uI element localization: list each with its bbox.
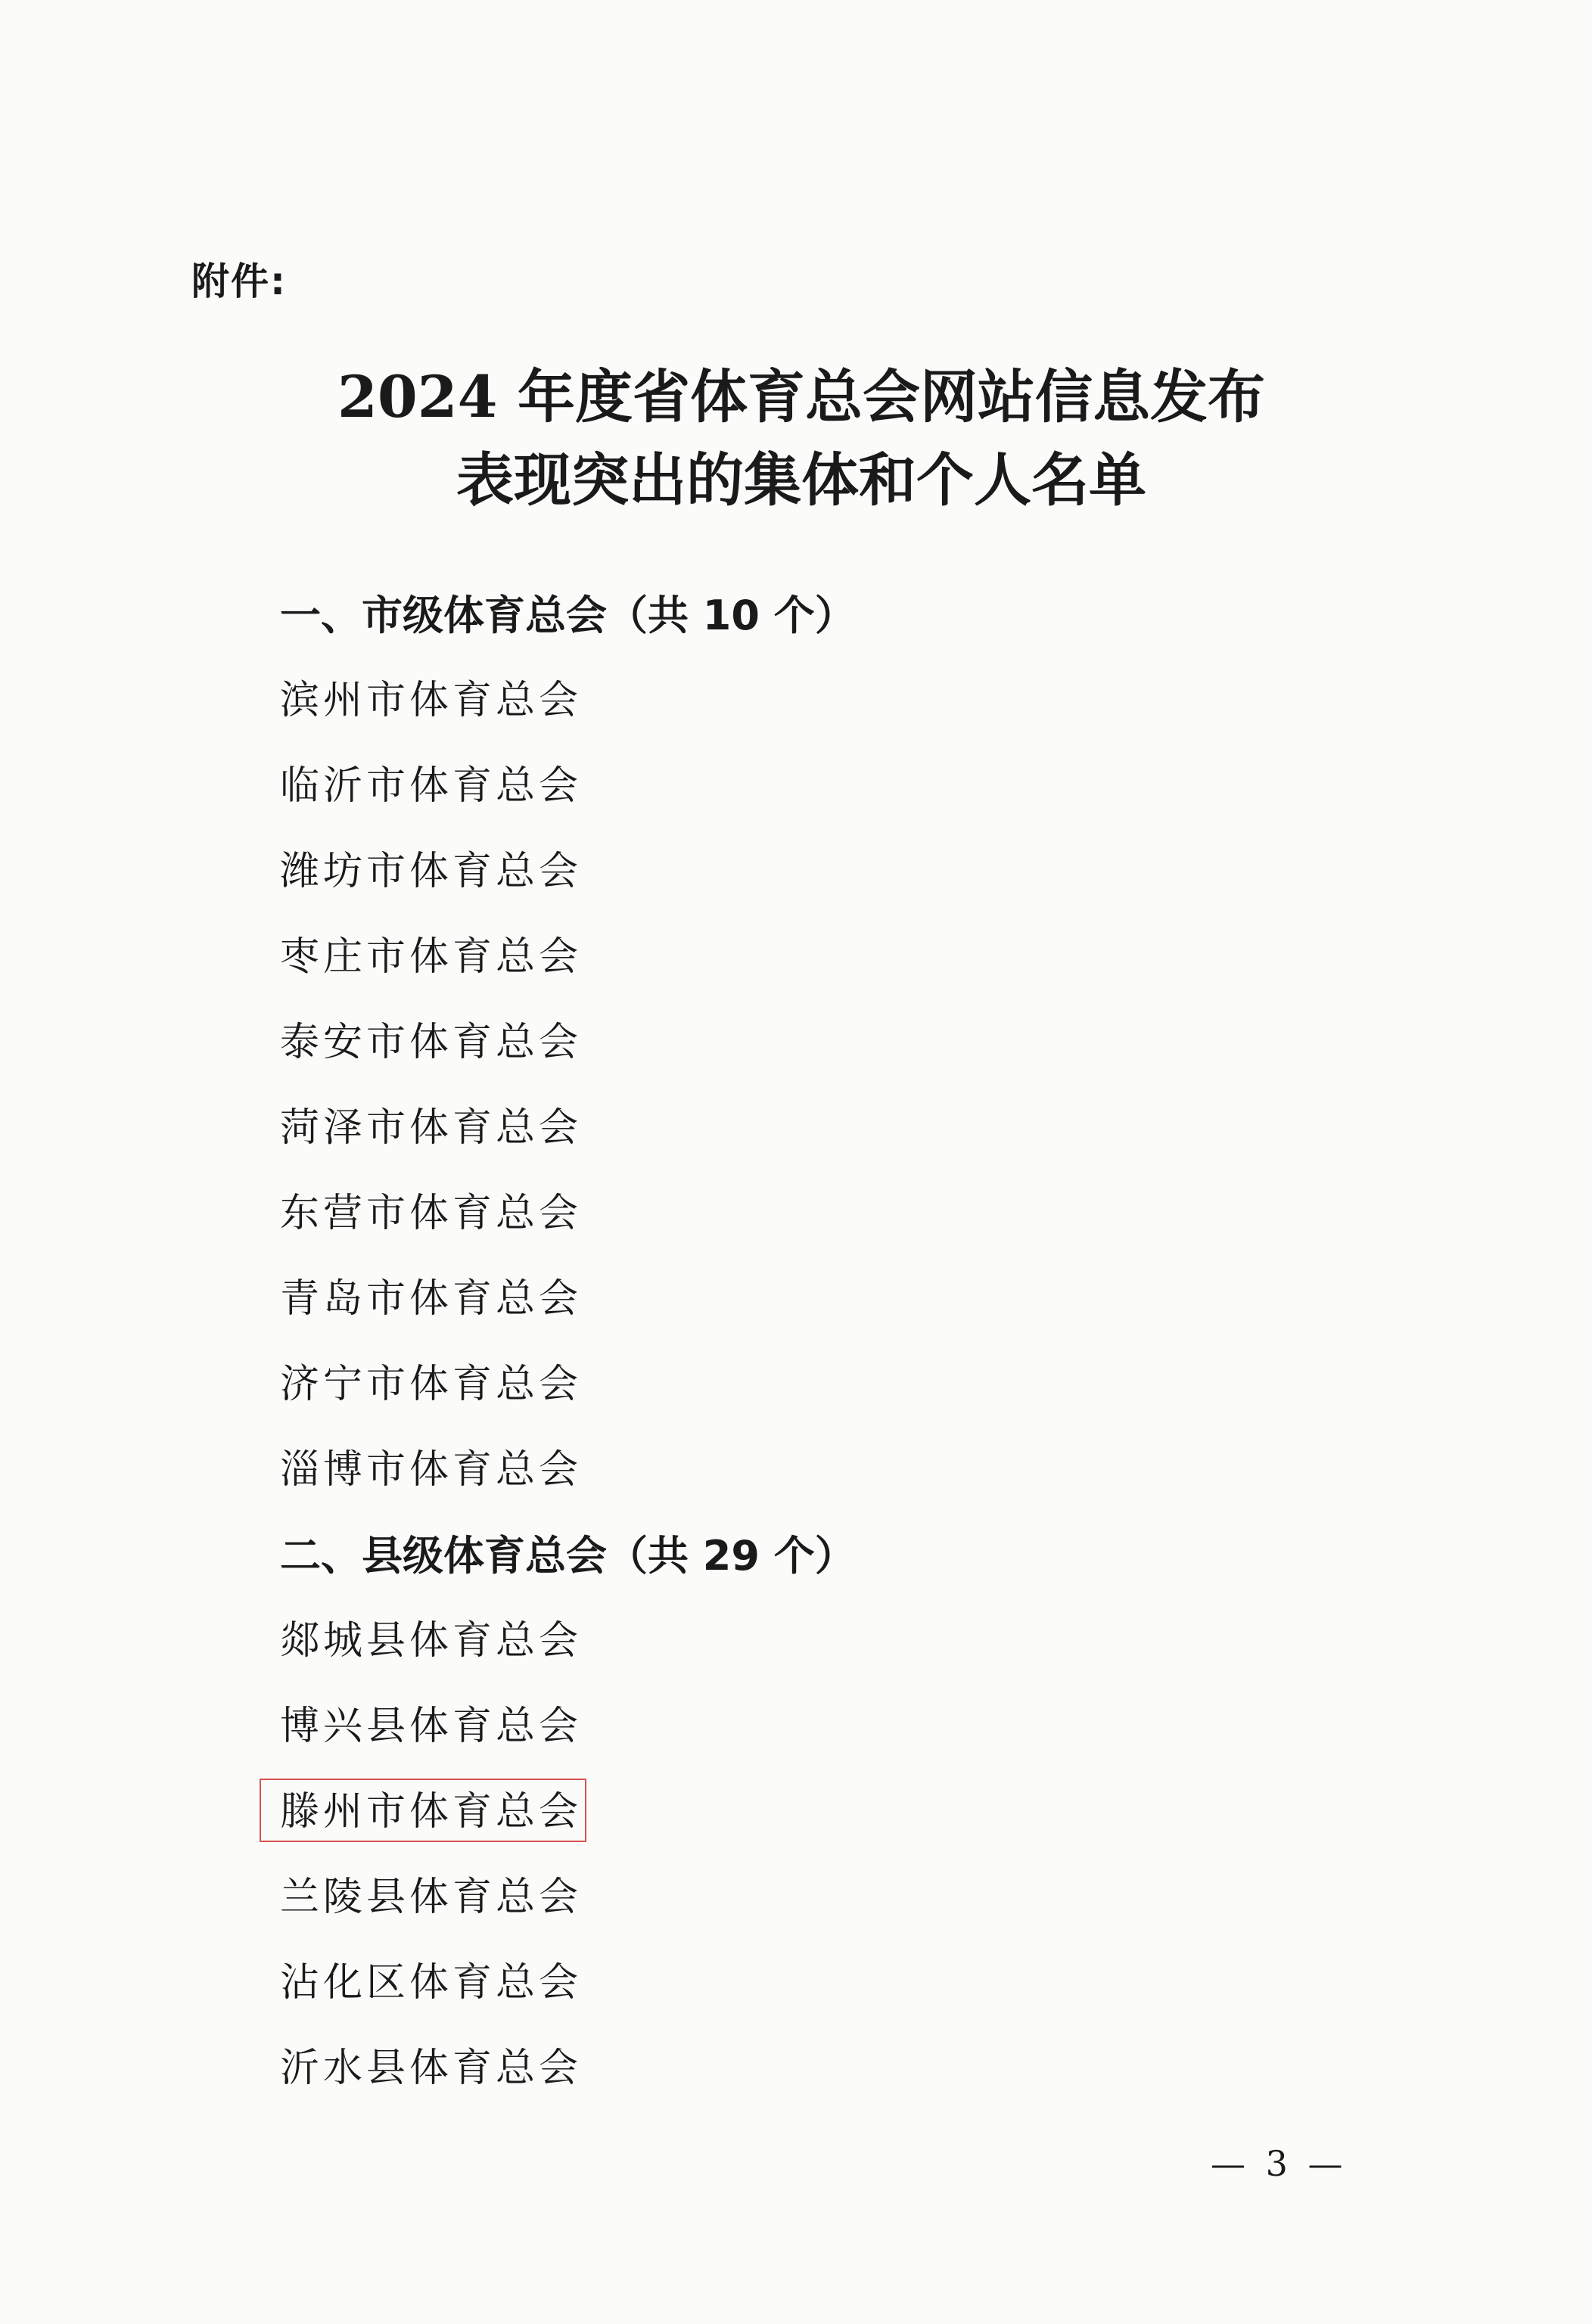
list-item: 郯城县体育总会 <box>280 1618 583 1664</box>
list-item: 沾化区体育总会 <box>280 1960 583 2006</box>
list-item: 博兴县体育总会 <box>280 1704 583 1749</box>
page-number: — 3 — <box>1211 2143 1348 2184</box>
title-line-2: 表现突出的集体和个人名单 <box>456 446 1146 514</box>
title-line-1: 2024 年度省体育总会网站信息发布 <box>337 363 1265 430</box>
section-heading-county: 二、县级体育总会（共 29 个） <box>280 1532 856 1580</box>
list-item: 菏泽市体育总会 <box>280 1105 583 1151</box>
list-item: 兰陵县体育总会 <box>280 1875 583 1920</box>
list-item: 济宁市体育总会 <box>280 1362 583 1407</box>
list-item: 临沂市体育总会 <box>280 763 583 809</box>
list-item: 青岛市体育总会 <box>280 1276 583 1322</box>
name-list <box>280 573 1415 2111</box>
list-item: 东营市体育总会 <box>280 1191 583 1236</box>
section-heading-city: 一、市级体育总会（共 10 个） <box>280 592 856 639</box>
document-title <box>0 356 1592 522</box>
list-item: 滨州市体育总会 <box>280 678 583 723</box>
list-item-highlighted <box>280 1769 1415 1855</box>
list-item: 淄博市体育总会 <box>280 1447 583 1493</box>
list-item: 潍坊市体育总会 <box>280 849 583 894</box>
attachment-label: 附件: <box>191 259 287 303</box>
list-item-label: 滕州市体育总会 <box>280 1789 583 1835</box>
list-item: 沂水县体育总会 <box>280 2046 583 2091</box>
list-item: 泰安市体育总会 <box>280 1020 583 1065</box>
list-item-text <box>280 1769 582 1855</box>
list-item: 枣庄市体育总会 <box>280 934 583 980</box>
